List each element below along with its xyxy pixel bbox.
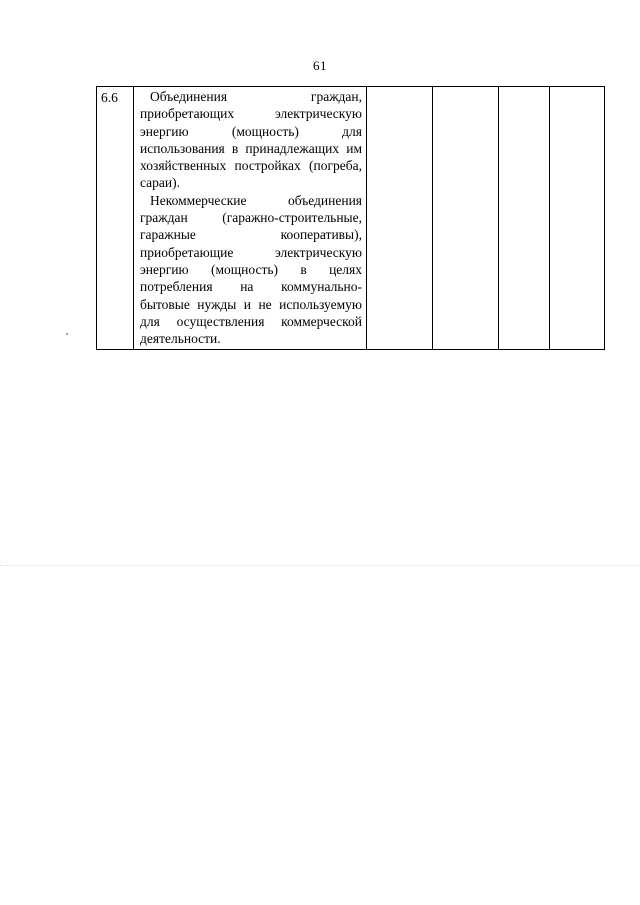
row-number-cell xyxy=(97,87,134,350)
table-row xyxy=(97,87,605,350)
row-number: 6.6 xyxy=(101,90,118,105)
value-cell xyxy=(499,87,550,350)
value-cell xyxy=(367,87,433,350)
description-cell xyxy=(134,87,367,350)
value-cell xyxy=(550,87,605,350)
scan-speck xyxy=(66,333,68,335)
scan-artifact-line xyxy=(0,565,640,567)
page-number: 61 xyxy=(313,58,327,73)
description-paragraph: Некоммерческие объединения граждан (гаражно-строительные, гаражные кооперативы), приобретающие электрическую энергию (мощность) в целях потребления на коммунально-бытовые нужды и не используемую для осуществления коммерческой деятельности. xyxy=(140,192,362,347)
description-paragraph: Объединения граждан, приобретающих электрическую энергию (мощность) для использования в принадлежащих им хозяйственных постройках (погреба, сараи). xyxy=(140,89,362,191)
tariff-table xyxy=(96,86,605,350)
value-cell xyxy=(433,87,499,350)
